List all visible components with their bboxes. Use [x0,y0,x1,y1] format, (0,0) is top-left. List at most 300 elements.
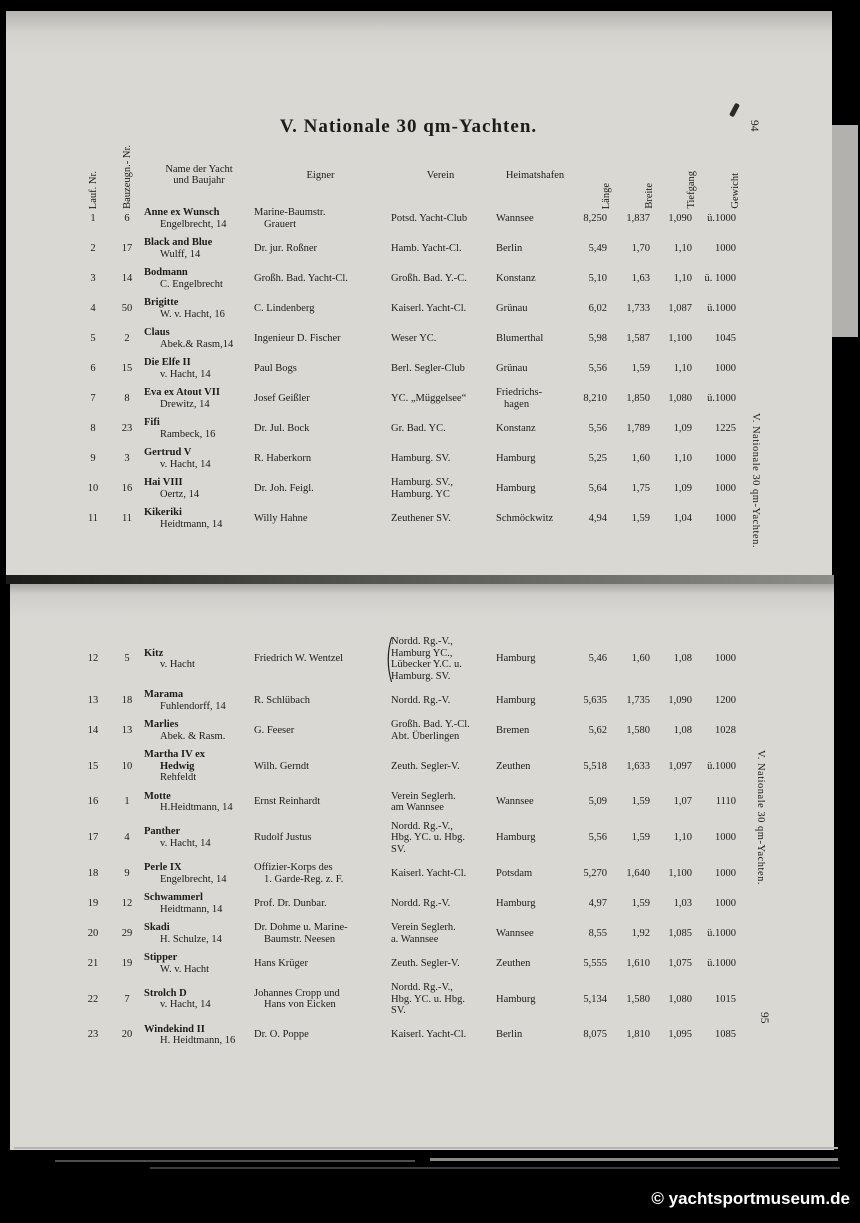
col-header-certificate-number: Bauzeugn.- Nr. [121,145,133,209]
col-header-home-port: Heimatshafen [505,169,565,181]
home-port-cell [494,695,576,707]
table-row [76,862,741,885]
running-number: 19 [87,897,99,909]
beam-value: 1,633 [626,760,650,772]
col-header-length: Länge [601,182,612,209]
home-port: Hamburg [496,653,536,665]
home-port-line2: hagen [504,398,530,410]
owner: Rudolf Justus [254,832,312,843]
club-line2: Hamburg YC., [391,647,453,659]
yacht-name-cell [144,988,254,1011]
book-fore-edge [828,125,858,337]
yacht-name-cell [144,862,254,885]
builder-year: Rambeck, 16 [160,428,216,440]
certificate-number: 9 [124,867,130,879]
beam-value: 1,580 [626,993,650,1005]
home-port: Hamburg [496,993,536,1005]
yacht-name-line2: Hedwig [160,760,195,772]
running-number: 3 [90,272,96,284]
certificate-number: 7 [124,993,130,1005]
beam-value: 1,580 [626,724,650,736]
club: Zeuth. Segler-V. [391,957,460,969]
owner-line2: 1. Garde-Reg. z. F. [264,873,344,885]
yacht-name: Marlies [144,719,179,730]
length-value: 5,49 [588,242,607,254]
length-value: 5,98 [588,332,607,344]
draft-value: 1,090 [668,212,692,224]
certificate-number: 8 [124,392,130,404]
beam-value: 1,92 [631,927,650,939]
builder-year: Heidtmann, 14 [160,518,223,530]
table-row [76,447,741,470]
table-row [76,387,741,410]
yacht-name: Motte [144,790,171,802]
club-cell [387,303,494,315]
club: Weser YC. [391,332,437,344]
owner: Wilh. Gerndt [254,760,309,772]
yacht-name-cell [144,267,254,290]
running-number: 6 [90,362,96,374]
home-port-cell [494,363,576,375]
club-cell [387,333,494,345]
club: Nordd. Rg.-V., [391,820,453,832]
home-port-cell [494,898,576,910]
beam-value: 1,70 [631,242,650,254]
draft-value: 1,085 [668,927,692,939]
home-port-cell [494,928,576,940]
home-port-cell [494,796,576,808]
club-line3: SV. [391,1005,406,1016]
yacht-name: Anne ex Wunsch [144,207,220,218]
owner-cell [254,393,387,405]
builder-year: Abek. & Rasm. [160,730,226,742]
home-port: Grünau [496,362,528,374]
club-line2: Hbg. YC. u. Hbg. [391,832,465,843]
home-port: Wannsee [496,212,534,224]
beam-value: 1,59 [631,897,650,909]
yacht-name-cell [144,477,254,500]
club: Hamb. Yacht-Cl. [391,242,462,254]
builder-year: Drewitz, 14 [160,398,210,410]
certificate-number: 29 [121,927,133,939]
owner-cell [254,363,387,375]
beam-value: 1,60 [631,452,650,464]
weight-value: 1085 [715,1029,736,1041]
yacht-name-cell [144,719,254,742]
builder-year: Heidtmann, 14 [160,903,223,915]
yacht-name-cell [144,297,254,320]
owner-cell [254,423,387,435]
length-value: 5,10 [588,272,607,284]
yacht-name: Skadi [144,922,170,933]
length-value: 4,97 [588,897,607,909]
owner-cell [254,761,387,773]
beam-value: 1,63 [631,272,650,284]
col-header-owner: Eigner [306,169,335,181]
home-port-cell [494,243,576,255]
running-number: 18 [87,867,99,879]
home-port-cell [494,453,576,465]
builder-year: v. Hacht, 14 [160,368,211,380]
weight-value: 1225 [715,422,736,434]
home-port-cell [494,761,576,773]
owner: Dr. jur. Roßner [254,242,317,254]
club: Verein Seglerh. [391,790,456,802]
yacht-name-cell [144,1024,254,1047]
table-row [76,629,741,688]
beam-value: 1,59 [631,512,650,524]
draft-value: 1,087 [668,302,692,314]
yacht-name-cell [144,237,254,260]
yacht-name: Perle IX [144,862,182,873]
table-row [76,297,741,320]
home-port-cell [494,483,576,495]
beam-value: 1,735 [626,694,650,706]
yacht-name-cell [144,648,254,671]
weight-value: 1000 [715,832,736,843]
length-value: 8,075 [583,1029,607,1041]
certificate-number: 15 [121,362,133,374]
club-line2: Hamburg. YC [391,488,450,500]
builder-year: Engelbrecht, 14 [160,873,227,885]
club: Berl. Segler-Club [391,362,465,374]
beam-value: 1,733 [626,302,650,314]
length-value: 5,134 [583,993,607,1005]
beam-value: 1,60 [631,653,650,665]
length-value: 6,02 [588,302,607,314]
owner: Johannes Cropp und [254,987,340,999]
owner: Dr. Jul. Bock [254,422,310,434]
home-port: Hamburg [496,482,536,494]
draft-value: 1,090 [668,694,692,706]
builder-year: v. Hacht [160,659,195,670]
certificate-number: 11 [121,512,133,524]
owner: G. Feeser [254,724,295,736]
owner: Paul Bogs [254,362,297,374]
club: Nordd. Rg.-V. [391,694,451,706]
weight-value: 1000 [715,653,736,665]
table-row [76,749,741,784]
home-port: Hamburg [496,694,536,706]
certificate-number: 17 [121,242,133,254]
owner: Willy Hahne [254,512,308,524]
yacht-name-cell [144,207,254,230]
col-header-running-number: Lauf. Nr. [87,170,99,209]
owner-cell [254,725,387,737]
club-cell [387,719,494,742]
yacht-name: Windekind II [144,1023,205,1035]
yacht-name: Marama [144,689,184,700]
owner-cell [254,862,387,885]
yacht-name: Martha IV ex [144,749,206,760]
table-row [76,477,741,500]
certificate-number: 6 [124,212,130,224]
club-cell [387,477,494,500]
owner: Dr. Joh. Feigl. [254,482,314,494]
builder-year: H. Schulze, 14 [160,933,222,945]
owner-cell [254,243,387,255]
owner: Prof. Dr. Dunbar. [254,897,327,909]
home-port-cell [494,423,576,435]
club: Hamburg. SV. [391,452,451,464]
yacht-name: Hai VIII [144,477,183,488]
running-number: 15 [87,760,99,772]
home-port: Grünau [496,302,528,314]
club-cell [387,791,494,814]
builder-year: C. Engelbrecht [160,278,223,290]
yacht-name-cell [144,922,254,945]
col-header-draft: Tiefgang [686,171,697,209]
owner: Ernst Reinhardt [254,796,321,808]
home-port: Hamburg [496,832,536,843]
length-value: 5,56 [588,422,607,434]
yacht-name-cell [144,387,254,410]
owner-cell [254,988,387,1011]
length-value: 8,250 [583,212,607,224]
page-stack-edge [150,1167,840,1169]
weight-value: 1045 [715,332,736,344]
home-port: Konstanz [496,272,536,284]
table-row [76,1024,741,1047]
certificate-number: 5 [124,653,130,665]
builder-year: Engelbrecht, 14 [160,218,227,230]
running-number: 12 [87,653,99,665]
owner-cell [254,513,387,525]
length-value: 5,56 [588,362,607,374]
yacht-name: Claus [144,327,170,338]
club: Kaiserl. Yacht-Cl. [391,302,467,314]
owner-cell [254,958,387,970]
yacht-name: Stipper [144,952,178,963]
page-stack-edge [14,1147,838,1149]
col-header-beam: Breite [644,183,655,209]
home-port-cell [494,958,576,970]
length-value: 5,270 [583,867,607,879]
yacht-name: Black and Blue [144,237,213,248]
home-port-cell [494,333,576,345]
table-rows-12-23 [76,629,741,1054]
home-port-cell [494,303,576,315]
club-cell [387,761,494,773]
draft-value: 1,095 [668,1029,692,1041]
builder-year: v. Hacht, 14 [160,458,211,470]
club-cell [384,629,494,688]
club: Kaiserl. Yacht-Cl. [391,867,467,879]
table-row [76,982,741,1017]
beam-value: 1,59 [631,832,650,843]
home-port: Wannsee [496,796,534,808]
yacht-name: Kitz [144,647,164,659]
beam-value: 1,789 [626,422,650,434]
table-row [76,507,741,530]
weight-value: 1000 [715,362,736,374]
club-cell [387,273,494,285]
club: Nordd. Rg.-V., [391,982,453,993]
weight-value: 1200 [715,694,736,706]
home-port: Hamburg [496,897,536,909]
yacht-name: Schwammerl [144,892,203,903]
weight-value: ü.1000 [707,302,736,314]
yacht-name-cell [144,749,254,784]
page-number-94: 94 [748,120,760,132]
owner: R. Schlübach [254,694,310,706]
certificate-number: 19 [121,957,133,969]
page-fold-shadow [6,575,834,584]
draft-value: 1,03 [673,897,692,909]
book-page-95 [10,584,834,1150]
club-line2: a. Wannsee [391,933,439,945]
running-number: 22 [87,993,99,1005]
builder-year: v. Hacht, 14 [160,999,211,1011]
certificate-number: 16 [121,482,133,494]
home-port: Friedrichs- [496,387,543,398]
draft-value: 1,097 [668,760,692,772]
yacht-name: Eva ex Atout VII [144,387,220,398]
owner-cell [254,1029,387,1041]
draft-value: 1,10 [673,242,692,254]
builder-year: v. Hacht, 14 [160,837,211,849]
owner-cell [254,922,387,945]
beam-value: 1,59 [631,362,650,374]
certificate-number: 13 [121,724,133,736]
owner-line2: Hans von Eicken [264,999,336,1011]
owner: Ingenieur D. Fischer [254,332,341,344]
club-cell [387,363,494,375]
owner: Friedrich W. Wentzel [254,653,344,665]
beam-value: 1,640 [626,867,650,879]
owner: Großh. Bad. Yacht-Cl. [254,272,348,284]
builder-year: Abek.& Rasm,14 [160,338,234,350]
draft-value: 1,075 [668,957,692,969]
builder-year: Wulff, 14 [160,248,201,260]
page-stack-edge [55,1160,415,1162]
home-port: Bremen [496,724,530,736]
table-row [76,791,741,814]
club-cell [387,453,494,465]
col-header-yacht-name: Name der Yacht und Baujahr [165,164,233,186]
draft-value: 1,09 [673,482,692,494]
home-port: Berlin [496,1029,523,1041]
home-port-cell [494,273,576,285]
club-cell [387,213,494,225]
certificate-number: 14 [121,272,133,284]
running-number: 2 [90,242,96,254]
certificate-number: 50 [121,302,133,314]
yacht-name-cell [144,447,254,470]
length-value: 5,09 [588,796,607,808]
builder-year: W. v. Hacht, 16 [160,308,225,320]
club: Nordd. Rg.-V., [391,636,453,647]
home-port-cell [494,1029,576,1041]
yacht-name: Brigitte [144,297,179,308]
table-row [76,952,741,975]
table-row [76,327,741,350]
book-page-94 [6,11,832,583]
weight-value: 1000 [715,512,736,524]
builder-year: W. v. Hacht [160,963,210,975]
running-number: 14 [87,724,99,736]
beam-value: 1,75 [631,482,650,494]
club: Gr. Bad. YC. [391,422,446,434]
club-line2: Abt. Überlingen [391,730,460,742]
weight-value: ü.1000 [707,392,736,404]
weight-value: 1000 [715,482,736,494]
col-header-weight: Gewicht [730,173,741,209]
running-number: 9 [90,452,96,464]
club-cell [387,695,494,707]
draft-value: 1,080 [668,993,692,1005]
table-row [76,417,741,440]
section-title: V. Nationale 30 qm-Yachten. [279,116,538,137]
owner-cell [254,695,387,707]
length-value: 5,555 [583,957,607,969]
length-value: 5,64 [588,482,607,494]
running-number: 1 [90,212,96,224]
club-cell [387,423,494,435]
length-value: 5,25 [588,452,607,464]
club: Zeuthener SV. [391,512,451,524]
length-value: 5,46 [588,653,607,665]
running-number: 4 [90,302,96,314]
club-line3: Lübecker Y.C. u. [391,659,462,670]
beam-value: 1,587 [626,332,650,344]
club-cell [387,821,494,856]
club: Hamburg. SV., [391,477,454,488]
certificate-number: 3 [124,452,130,464]
draft-value: 1,080 [668,392,692,404]
beam-value: 1,59 [631,796,650,808]
running-number: 20 [87,927,99,939]
club: Zeuth. Segler-V. [391,760,460,772]
running-number: 17 [87,832,99,843]
owner-cell [254,796,387,808]
draft-value: 1,10 [673,362,692,374]
running-number: 23 [87,1029,99,1041]
owner-cell [254,483,387,495]
builder-year: Rehfeldt [160,772,197,783]
owner-cell [254,653,387,665]
running-number: 13 [87,694,99,706]
weight-value: 1028 [715,724,736,736]
running-number: 5 [90,332,96,344]
draft-value: 1,08 [673,724,692,736]
builder-year: H.Heidtmann, 14 [160,802,233,813]
draft-value: 1,08 [673,653,692,665]
club: Verein Seglerh. [391,922,456,933]
weight-value: ü.1000 [707,760,736,772]
home-port-cell [494,994,576,1006]
weight-value: 1015 [715,993,736,1005]
home-port-cell [494,653,576,665]
club: Großh. Bad. Y.-Cl. [391,719,470,730]
owner: R. Haberkorn [254,452,312,464]
home-port: Konstanz [496,422,536,434]
margin-section-label: V. Nationale 30 qm-Yachten. [750,413,761,549]
home-port: Hamburg [496,452,536,464]
yacht-name-cell [144,826,254,849]
owner-cell [254,273,387,285]
club-cell [387,513,494,525]
owner-cell [254,303,387,315]
length-value: 5,62 [588,724,607,736]
length-value: 5,56 [588,832,607,843]
weight-value: 1000 [715,242,736,254]
home-port-cell [494,213,576,225]
home-port-cell [494,832,576,844]
club: Nordd. Rg.-V. [391,897,451,909]
beam-value: 1,837 [626,212,650,224]
home-port-cell [494,513,576,525]
